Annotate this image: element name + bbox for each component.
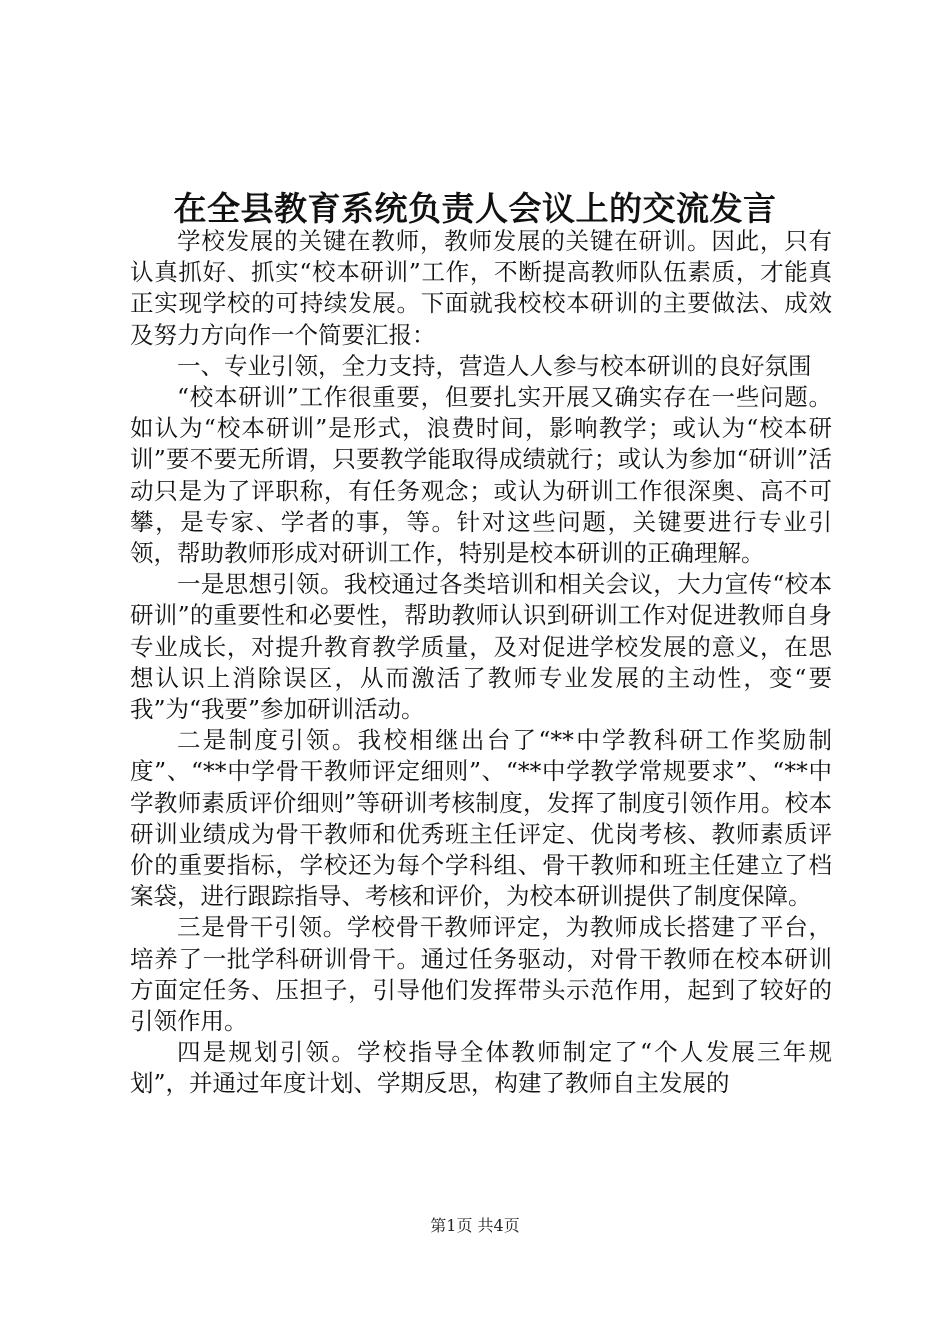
section-heading-1: 一、专业引领，全力支持，营造人人参与校本研训的良好氛围 — [177, 351, 812, 380]
page-number-footer: 第1页 共4页 — [430, 1216, 520, 1235]
document-body — [130, 226, 832, 1100]
paragraph-planning-guidance: 四是规划引领。学校指导全体教师制定了“个人发展三年规划”，并通过年度计划、学期反思，构建了教师自主发展的 — [130, 1038, 832, 1098]
document-title: 在全县教育系统负责人会议上的交流发言 — [173, 189, 777, 228]
paragraph-intro: 学校发展的关键在教师，教师发展的关键在研训。因此，只有认真抓好、抓实“校本研训”工作，不断提高教师队伍素质，才能真正实现学校的可持续发展。下面就我校校本研训的主要做法、成效及努力方向作一个简要汇报： — [130, 227, 832, 349]
paragraph-system-guidance: 二是制度引领。我校相继出台了“**中学教科研工作奖励制度”、“**中学骨干教师评定细则”、“**中学教学常规要求”、“**中学教师素质评价细则”等研训考核制度，发挥了制度引领作用。校本研训业绩成为骨干教师和优秀班主任评定、优岗考核、教师素质评价的重要指标，学校还为每个学科组、骨干教师和班主任建立了档案袋，进行跟踪指导、考核和评价，为校本研训提供了制度保障。 — [130, 726, 832, 911]
paragraph-backbone-guidance: 三是骨干引领。学校骨干教师评定，为教师成长搭建了平台，培养了一批学科研训骨干。通过任务驱动，对骨干教师在校本研训方面定任务、压担子，引导他们发挥带头示范作用，起到了较好的引领作用。 — [130, 913, 832, 1036]
paragraph-thought-guidance: 一是思想引领。我校通过各类培训和相关会议，大力宣传“校本研训”的重要性和必要性，帮助教师认识到研训工作对促进教师自身专业成长，对提升教育教学质量，及对促进学校发展的意义，在思想认识上消除误区，从而激活了教师专业发展的主动性，变“要我”为“我要”参加研训活动。 — [130, 570, 832, 724]
paragraph-problems: “校本研训”工作很重要，但要扎实开展又确实存在一些问题。如认为“校本研训”是形式，浪费时间，影响教学；或认为“校本研训”要不要无所谓，只要教学能取得成绩就行；或认为参加“研训”活动只是为了评职称，有任务观念；或认为研训工作很深奥、高不可攀，是专家、学者的事，等。针对这些问题，关键要进行专业引领，帮助教师形成对研训工作，特别是校本研训的正确理解。 — [130, 383, 832, 568]
